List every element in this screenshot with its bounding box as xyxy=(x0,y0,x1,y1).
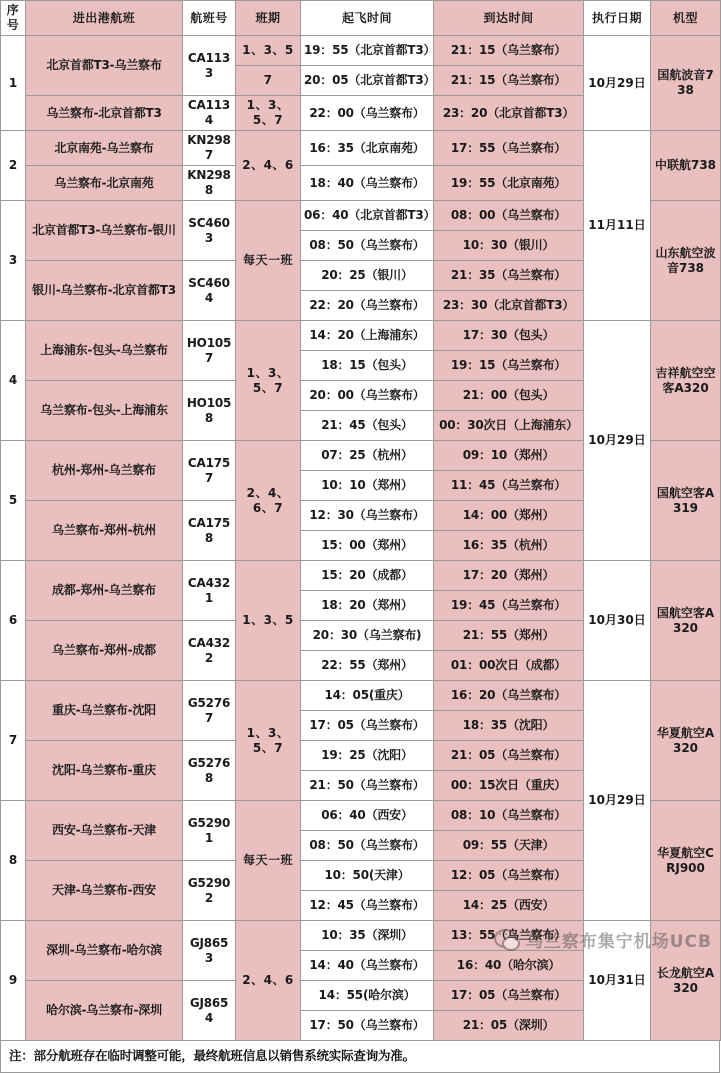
cell-flight-no: CA1133 xyxy=(183,36,236,96)
cell-arrival-time: 08：00（乌兰察布） xyxy=(434,201,584,231)
cell-index: 3 xyxy=(1,201,26,321)
cell-flight-no: CA4322 xyxy=(183,621,236,681)
cell-arrival-time: 14：00（郑州） xyxy=(434,501,584,531)
cell-index: 1 xyxy=(1,36,26,131)
cell-aircraft: 国航波音738 xyxy=(651,36,721,131)
cell-departure-time: 12：45（乌兰察布） xyxy=(301,891,434,921)
cell-departure-time: 15：20（成都） xyxy=(301,561,434,591)
cell-route: 北京南苑-乌兰察布 xyxy=(26,131,183,166)
header-aircraft: 机型 xyxy=(651,1,721,36)
cell-departure-time: 16：35（北京南苑） xyxy=(301,131,434,166)
cell-departure-time: 15：00（郑州） xyxy=(301,531,434,561)
cell-arrival-time: 17：20（郑州） xyxy=(434,561,584,591)
cell-departure-time: 21：50（乌兰察布） xyxy=(301,771,434,801)
cell-flight-no: SC4603 xyxy=(183,201,236,261)
cell-route: 乌兰察布-包头-上海浦东 xyxy=(26,381,183,441)
cell-arrival-time: 00：30次日（上海浦东） xyxy=(434,411,584,441)
table-row xyxy=(1,921,721,951)
cell-departure-time: 17：50（乌兰察布） xyxy=(301,1011,434,1041)
cell-route: 沈阳-乌兰察布-重庆 xyxy=(26,741,183,801)
cell-aircraft: 中联航738 xyxy=(651,131,721,201)
cell-days: 1、3、5 xyxy=(236,561,301,681)
cell-departure-time: 20：00（乌兰察布） xyxy=(301,381,434,411)
header-exec-date: 执行日期 xyxy=(584,1,651,36)
cell-flight-no: CA1134 xyxy=(183,96,236,131)
cell-departure-time: 08：50（乌兰察布） xyxy=(301,831,434,861)
footer-note: 注：部分航班存在临时调整可能，最终航班信息以销售系统实际查询为准。 xyxy=(0,1041,720,1073)
cell-route: 乌兰察布-郑州-杭州 xyxy=(26,501,183,561)
cell-flight-no: HO1058 xyxy=(183,381,236,441)
cell-days: 1、3、5 xyxy=(236,36,301,66)
header-departure: 起飞时间 xyxy=(301,1,434,36)
cell-exec-date: 10月29日 xyxy=(584,321,651,561)
cell-departure-time: 10：10（郑州） xyxy=(301,471,434,501)
cell-days: 每天一班 xyxy=(236,201,301,321)
cell-departure-time: 22：55（郑州） xyxy=(301,651,434,681)
table-header xyxy=(1,1,721,36)
cell-route: 乌兰察布-郑州-成都 xyxy=(26,621,183,681)
cell-index: 4 xyxy=(1,321,26,441)
cell-days: 1、3、5、7 xyxy=(236,681,301,801)
cell-arrival-time: 16：40（哈尔滨） xyxy=(434,951,584,981)
cell-days: 1、3、5、7 xyxy=(236,96,301,131)
cell-arrival-time: 19：15（乌兰察布） xyxy=(434,351,584,381)
cell-aircraft: 国航空客A319 xyxy=(651,441,721,561)
cell-arrival-time: 17：05（乌兰察布） xyxy=(434,981,584,1011)
cell-index: 9 xyxy=(1,921,26,1041)
cell-days: 1、3、5、7 xyxy=(236,321,301,441)
cell-arrival-time: 16：35（杭州） xyxy=(434,531,584,561)
cell-departure-time: 20：05（北京首都T3） xyxy=(301,66,434,96)
cell-aircraft: 国航空客A320 xyxy=(651,561,721,681)
cell-arrival-time: 09：55（天津） xyxy=(434,831,584,861)
cell-days: 2、4、6 xyxy=(236,131,301,201)
cell-departure-time: 06：40（北京首都T3） xyxy=(301,201,434,231)
cell-arrival-time: 16：20（乌兰察布） xyxy=(434,681,584,711)
cell-aircraft: 华夏航空CRJ900 xyxy=(651,801,721,921)
cell-exec-date: 11月11日 xyxy=(584,131,651,321)
cell-arrival-time: 01：00次日（成都） xyxy=(434,651,584,681)
cell-departure-time: 10：35（深圳） xyxy=(301,921,434,951)
cell-departure-time: 22：00（乌兰察布） xyxy=(301,96,434,131)
cell-departure-time: 17：05（乌兰察布） xyxy=(301,711,434,741)
cell-arrival-time: 13：55（乌兰察布） xyxy=(434,921,584,951)
cell-route: 杭州-郑州-乌兰察布 xyxy=(26,441,183,501)
cell-flight-no: CA1757 xyxy=(183,441,236,501)
cell-index: 8 xyxy=(1,801,26,921)
cell-arrival-time: 10：30（银川） xyxy=(434,231,584,261)
cell-flight-no: G52768 xyxy=(183,741,236,801)
cell-route: 西安-乌兰察布-天津 xyxy=(26,801,183,861)
cell-flight-no: HO1057 xyxy=(183,321,236,381)
cell-aircraft: 长龙航空A320 xyxy=(651,921,721,1041)
cell-route: 天津-乌兰察布-西安 xyxy=(26,861,183,921)
cell-arrival-time: 12：05（乌兰察布） xyxy=(434,861,584,891)
cell-days: 7 xyxy=(236,66,301,96)
table-row xyxy=(1,131,721,166)
cell-departure-time: 22：20（乌兰察布） xyxy=(301,291,434,321)
cell-route: 上海浦东-包头-乌兰察布 xyxy=(26,321,183,381)
cell-flight-no: KN2988 xyxy=(183,166,236,201)
cell-flight-no: GJ8653 xyxy=(183,921,236,981)
cell-arrival-time: 23：20（北京首都T3） xyxy=(434,96,584,131)
cell-departure-time: 20：25（银川） xyxy=(301,261,434,291)
cell-exec-date: 10月29日 xyxy=(584,681,651,921)
cell-route: 乌兰察布-北京南苑 xyxy=(26,166,183,201)
cell-arrival-time: 21：55（郑州） xyxy=(434,621,584,651)
cell-departure-time: 12：30（乌兰察布） xyxy=(301,501,434,531)
cell-flight-no: SC4604 xyxy=(183,261,236,321)
cell-aircraft: 华夏航空A320 xyxy=(651,681,721,801)
header-route: 进出港航班 xyxy=(26,1,183,36)
cell-route: 北京首都T3-乌兰察布 xyxy=(26,36,183,96)
cell-departure-time: 08：50（乌兰察布） xyxy=(301,231,434,261)
cell-arrival-time: 23：30（北京首都T3） xyxy=(434,291,584,321)
cell-arrival-time: 21：05（深圳） xyxy=(434,1011,584,1041)
cell-departure-time: 14：20（上海浦东） xyxy=(301,321,434,351)
cell-route: 成都-郑州-乌兰察布 xyxy=(26,561,183,621)
cell-route: 北京首都T3-乌兰察布-银川 xyxy=(26,201,183,261)
cell-departure-time: 19：25（沈阳） xyxy=(301,741,434,771)
cell-index: 5 xyxy=(1,441,26,561)
cell-arrival-time: 17：55（乌兰察布） xyxy=(434,131,584,166)
cell-departure-time: 18：20（郑州） xyxy=(301,591,434,621)
cell-arrival-time: 21：15（乌兰察布） xyxy=(434,36,584,66)
cell-departure-time: 18：40（乌兰察布） xyxy=(301,166,434,201)
cell-flight-no: G52902 xyxy=(183,861,236,921)
cell-index: 6 xyxy=(1,561,26,681)
cell-flight-no: KN2987 xyxy=(183,131,236,166)
cell-departure-time: 10：50(天津） xyxy=(301,861,434,891)
table-row xyxy=(1,561,721,591)
cell-route: 乌兰察布-北京首都T3 xyxy=(26,96,183,131)
cell-arrival-time: 00：15次日（重庆） xyxy=(434,771,584,801)
cell-aircraft: 山东航空波音738 xyxy=(651,201,721,321)
cell-arrival-time: 08：10（乌兰察布） xyxy=(434,801,584,831)
cell-departure-time: 14：05(重庆） xyxy=(301,681,434,711)
cell-flight-no: CA1758 xyxy=(183,501,236,561)
cell-arrival-time: 14：25（西安） xyxy=(434,891,584,921)
table-row xyxy=(1,36,721,66)
cell-flight-no: G52767 xyxy=(183,681,236,741)
watermark-label: 乌兰察布集宁机场UCB xyxy=(525,932,712,952)
cell-arrival-time: 21：35（乌兰察布） xyxy=(434,261,584,291)
cell-days: 2、4、6 xyxy=(236,921,301,1041)
cell-departure-time: 06：40（西安） xyxy=(301,801,434,831)
cell-flight-no: GJ8654 xyxy=(183,981,236,1041)
cell-arrival-time: 21：00（包头） xyxy=(434,381,584,411)
cell-days: 每天一班 xyxy=(236,801,301,921)
cell-route: 哈尔滨-乌兰察布-深圳 xyxy=(26,981,183,1041)
cell-departure-time: 18：15（包头） xyxy=(301,351,434,381)
cell-arrival-time: 21：15（乌兰察布） xyxy=(434,66,584,96)
table-row xyxy=(1,681,721,711)
cell-exec-date: 10月29日 xyxy=(584,36,651,131)
cell-departure-time: 20：30（乌兰察布) xyxy=(301,621,434,651)
cell-departure-time: 14：55(哈尔滨） xyxy=(301,981,434,1011)
cell-arrival-time: 19：55（北京南苑） xyxy=(434,166,584,201)
cell-departure-time: 14：40（乌兰察布） xyxy=(301,951,434,981)
cell-exec-date: 10月31日 xyxy=(584,921,651,1041)
header-days: 班期 xyxy=(236,1,301,36)
cell-departure-time: 21：45（包头） xyxy=(301,411,434,441)
cell-arrival-time: 19：45（乌兰察布） xyxy=(434,591,584,621)
cell-arrival-time: 09：10（郑州） xyxy=(434,441,584,471)
cell-route: 深圳-乌兰察布-哈尔滨 xyxy=(26,921,183,981)
cell-aircraft: 吉祥航空空客A320 xyxy=(651,321,721,441)
cell-arrival-time: 21：05（乌兰察布） xyxy=(434,741,584,771)
header-flight-no: 航班号 xyxy=(183,1,236,36)
cell-index: 7 xyxy=(1,681,26,801)
cell-route: 重庆-乌兰察布-沈阳 xyxy=(26,681,183,741)
header-index: 序号 xyxy=(1,1,26,36)
cell-arrival-time: 17：30（包头） xyxy=(434,321,584,351)
cell-exec-date: 10月30日 xyxy=(584,561,651,681)
cell-days: 2、4、6、7 xyxy=(236,441,301,561)
cell-departure-time: 19：55（北京首都T3） xyxy=(301,36,434,66)
cell-index: 2 xyxy=(1,131,26,201)
cell-arrival-time: 11：45（乌兰察布） xyxy=(434,471,584,501)
cell-arrival-time: 18：35（沈阳） xyxy=(434,711,584,741)
table-body xyxy=(1,36,721,1041)
table-row xyxy=(1,321,721,351)
header-arrival: 到达时间 xyxy=(434,1,584,36)
cell-route: 银川-乌兰察布-北京首都T3 xyxy=(26,261,183,321)
cell-flight-no: CA4321 xyxy=(183,561,236,621)
cell-flight-no: G52901 xyxy=(183,801,236,861)
cell-departure-time: 07：25（杭州） xyxy=(301,441,434,471)
